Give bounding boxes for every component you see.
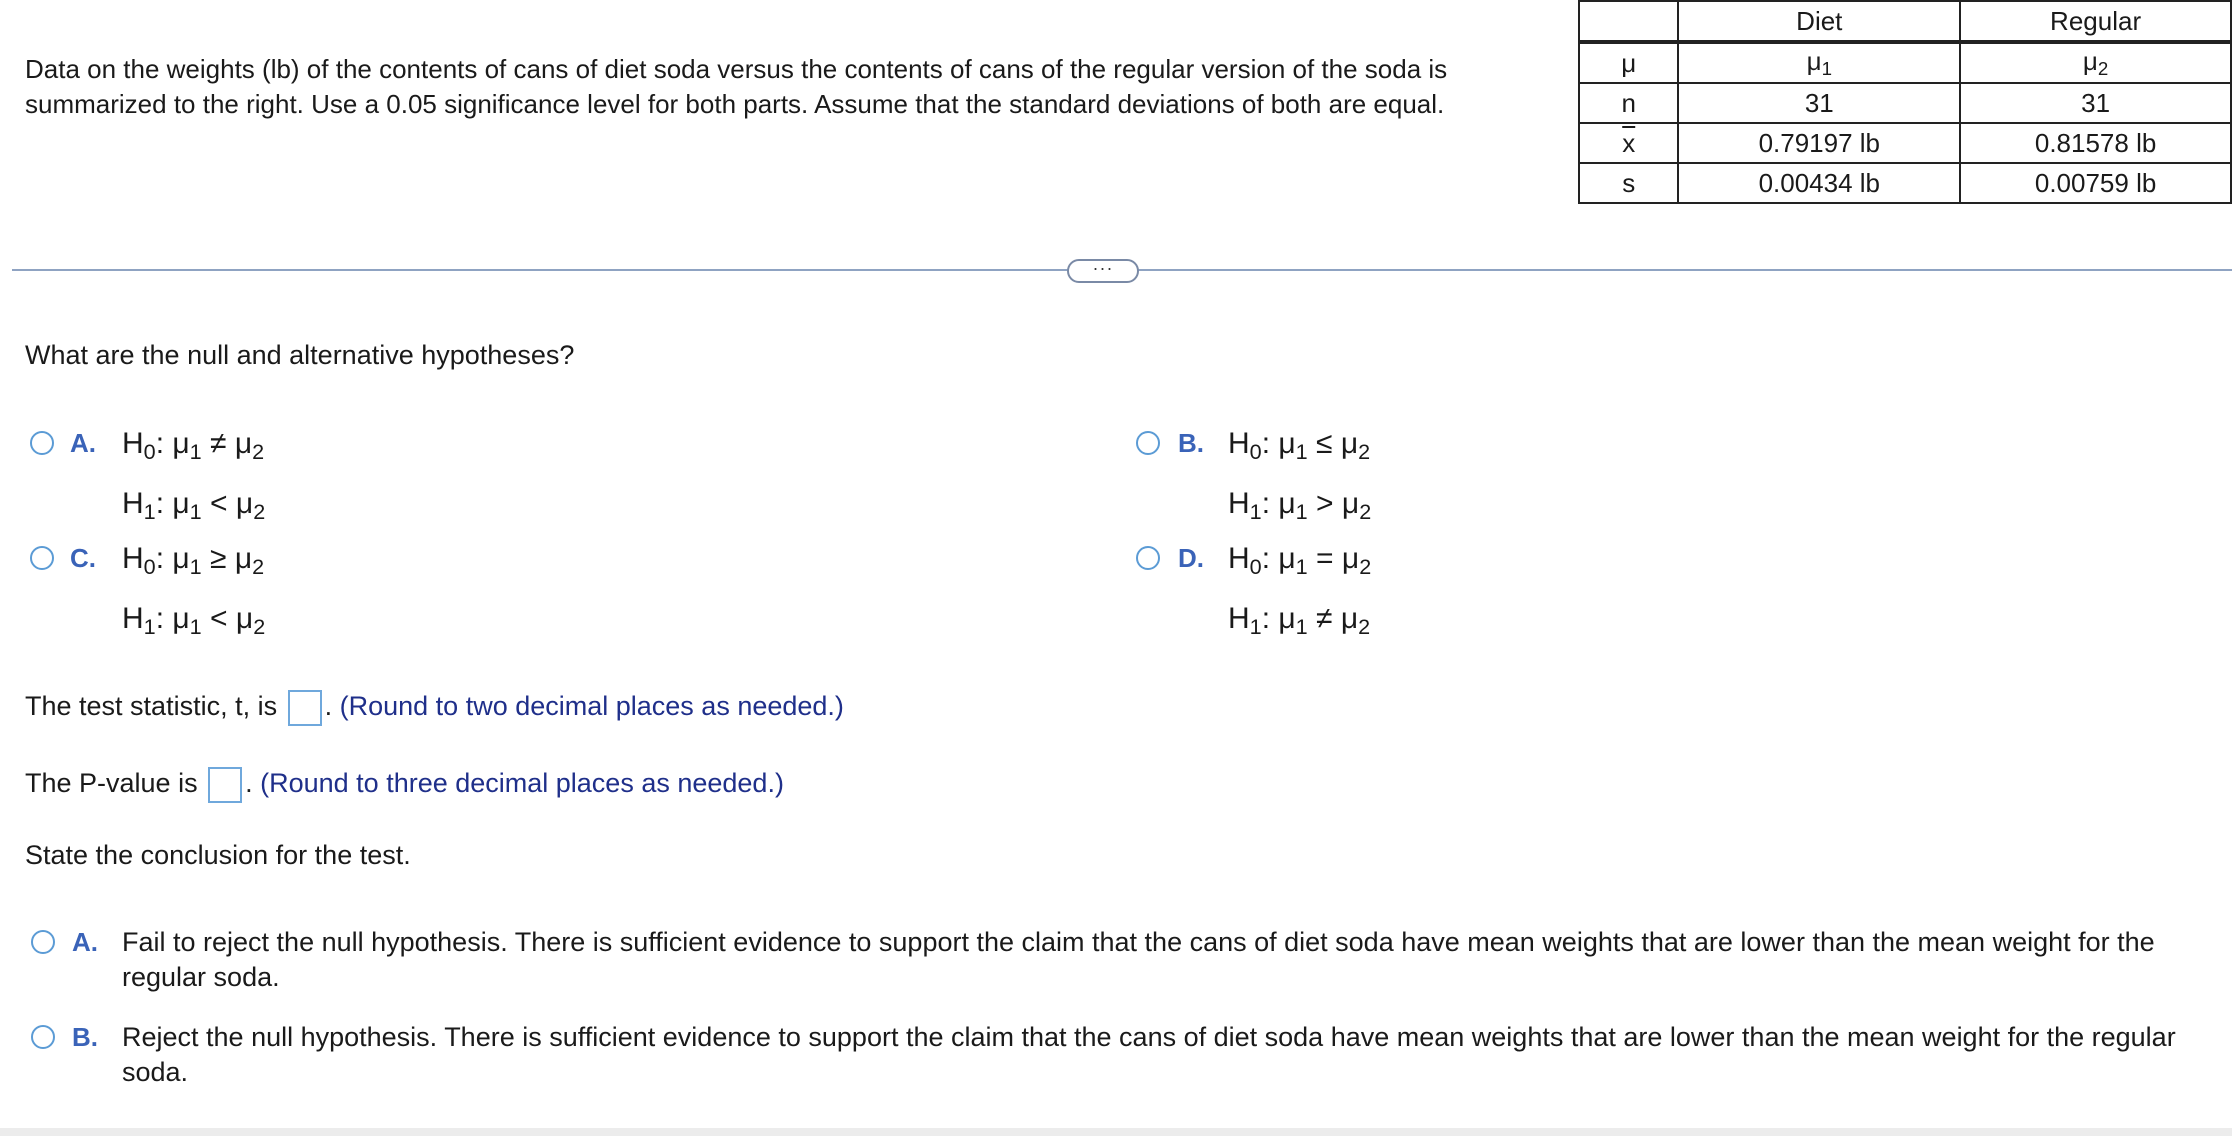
sub-0: 0 (143, 439, 156, 465)
pvalue-hint: (Round to three decimal places as needed.) (260, 768, 784, 799)
question-conclusion: State the conclusion for the test. (25, 840, 411, 870)
test-statistic-line (25, 690, 844, 726)
option-c-radio[interactable] (30, 546, 54, 570)
mu-symbol: μ (234, 542, 253, 575)
option-a-hypotheses (122, 418, 265, 538)
regular-mu: μ (2082, 45, 2098, 76)
colon: : (155, 602, 165, 636)
regular-mu-sub: 2 (2097, 58, 2109, 80)
table-row-mu (1579, 42, 2231, 83)
diet-mu-sub: 1 (1821, 58, 1832, 80)
sub-0: 0 (1249, 439, 1262, 465)
option-d-h0 (1228, 533, 1371, 593)
sub-2: 2 (1359, 499, 1372, 525)
table-header-row (1579, 1, 2231, 42)
mu-symbol: μ (1341, 487, 1360, 521)
mu-symbol: μ (234, 427, 253, 460)
pvalue-period: . (245, 768, 253, 799)
option-c-h0 (122, 533, 265, 593)
mu-symbol: μ (1278, 487, 1296, 521)
table-row-xbar (1579, 123, 2231, 163)
regular-n: 31 (1960, 83, 2231, 123)
option-b-letter: B. (1178, 428, 1204, 458)
relation-symbol: ≠ (1316, 602, 1333, 636)
row-label-n: n (1579, 83, 1678, 123)
sub-0: 0 (143, 554, 156, 580)
option-d-radio[interactable] (1136, 546, 1160, 570)
conclusion-a-text: Fail to reject the null hypothesis. There is sufficient evidence to support the claim that the cans of diet soda have mean weights that are lower than the mean weight for the regular soda. (122, 927, 2155, 992)
sub-1: 1 (143, 614, 156, 640)
row-label-mu: μ (1579, 42, 1678, 83)
conclusion-b-letter: B. (72, 1022, 98, 1052)
diet-mu-cell (1678, 42, 1960, 83)
sub-1: 1 (189, 439, 202, 465)
option-a-h0 (122, 418, 265, 478)
sub-1: 1 (1249, 614, 1262, 640)
diet-s: 0.00434 lb (1678, 163, 1960, 203)
option-a-letter: A. (70, 428, 96, 458)
sub-1: 1 (143, 499, 156, 525)
option-d-h1 (1228, 593, 1371, 653)
more-button[interactable]: ··· (1067, 259, 1139, 283)
option-b-hypotheses (1228, 418, 1371, 538)
mu-symbol: μ (1341, 542, 1360, 575)
mu-symbol: μ (1340, 427, 1359, 460)
colon: : (1261, 542, 1271, 575)
regular-mu-cell (1960, 42, 2231, 83)
colon: : (155, 427, 165, 460)
option-b-radio[interactable] (1136, 431, 1160, 455)
option-d-letter: D. (1178, 543, 1204, 573)
sub-1: 1 (189, 554, 202, 580)
sub-2: 2 (1358, 439, 1371, 465)
relation-symbol: > (1316, 487, 1334, 521)
option-b-h1 (1228, 478, 1371, 538)
test-statistic-label: The test statistic, t, is (25, 691, 278, 722)
h-symbol: H (122, 427, 144, 460)
sub-2: 2 (252, 439, 265, 465)
h-symbol: H (1228, 487, 1250, 521)
colon: : (1261, 602, 1271, 636)
summary-table (1578, 0, 2232, 204)
table-header-empty (1579, 1, 1678, 42)
diet-mu: μ (1806, 45, 1822, 76)
h-symbol: H (1228, 427, 1250, 460)
conclusion-a-letter: A. (72, 927, 98, 957)
diet-n: 31 (1678, 83, 1960, 123)
diet-xbar: 0.79197 lb (1678, 123, 1960, 163)
test-statistic-input[interactable] (288, 690, 322, 726)
mu-symbol: μ (1340, 602, 1359, 636)
relation-symbol: ≥ (210, 542, 227, 575)
relation-symbol: ≤ (1316, 427, 1333, 460)
relation-symbol: < (210, 487, 228, 521)
h-symbol: H (1228, 542, 1250, 575)
mu-symbol: μ (235, 602, 254, 636)
sub-2: 2 (1358, 614, 1371, 640)
sub-2: 2 (1359, 554, 1372, 580)
mu-symbol: μ (1278, 427, 1296, 460)
option-a-h1 (122, 478, 265, 538)
h-symbol: H (1228, 602, 1250, 636)
row-label-s: s (1579, 163, 1678, 203)
mu-symbol: μ (172, 602, 190, 636)
sub-2: 2 (253, 499, 266, 525)
h-symbol: H (122, 602, 144, 636)
mu-symbol: μ (1278, 542, 1296, 575)
problem-intro: Data on the weights (lb) of the contents of cans of diet soda versus the contents of cans of the regular version of the soda is summarized to the right. Use a 0.05 significance level for both parts. Assume that the standard deviations of both are equal. (25, 54, 1448, 119)
option-a-radio[interactable] (30, 431, 54, 455)
question-hypotheses: What are the null and alternative hypotheses? (25, 340, 575, 370)
regular-xbar: 0.81578 lb (1960, 123, 2231, 163)
sub-0: 0 (1249, 554, 1262, 580)
test-statistic-period: . (324, 691, 333, 722)
h-symbol: H (122, 487, 144, 521)
bottom-bar (0, 1128, 2232, 1136)
sub-1: 1 (1295, 439, 1308, 465)
table-row-s (1579, 163, 2231, 203)
mu-symbol: μ (172, 542, 190, 575)
relation-symbol: ≠ (210, 427, 227, 460)
conclusion-a-radio[interactable] (31, 930, 55, 954)
colon: : (1261, 427, 1271, 460)
sub-1: 1 (1295, 614, 1308, 640)
pvalue-label: The P-value is (25, 768, 198, 799)
option-d-hypotheses (1228, 533, 1371, 653)
table-row-n (1579, 83, 2231, 123)
test-statistic-hint: (Round to two decimal places as needed.) (339, 691, 844, 722)
mu-symbol: μ (172, 487, 190, 521)
option-c-h1 (122, 593, 265, 653)
sub-1: 1 (1295, 554, 1308, 580)
sub-2: 2 (252, 554, 265, 580)
sub-2: 2 (253, 614, 266, 640)
colon: : (155, 542, 165, 575)
colon: : (1261, 487, 1271, 521)
sub-1: 1 (189, 614, 202, 640)
pvalue-input[interactable] (208, 767, 242, 803)
mu-symbol: μ (1278, 602, 1296, 636)
table-header-regular: Regular (1960, 1, 2231, 42)
xbar-symbol: $\overline{x}$ (1622, 127, 1636, 158)
row-label-xbar (1579, 123, 1678, 163)
pvalue-line (25, 767, 784, 803)
option-c-letter: C. (70, 543, 96, 573)
sub-1: 1 (1295, 499, 1308, 525)
h-symbol: H (122, 542, 144, 575)
regular-s: 0.00759 lb (1960, 163, 2231, 203)
option-b-h0 (1228, 418, 1371, 478)
mu-symbol: μ (172, 427, 190, 460)
conclusion-b-radio[interactable] (31, 1025, 55, 1049)
colon: : (155, 487, 165, 521)
sub-1: 1 (1249, 499, 1262, 525)
sub-1: 1 (189, 499, 202, 525)
mu-symbol: μ (235, 487, 254, 521)
relation-symbol: < (210, 602, 228, 636)
table-header-diet: Diet (1678, 1, 1960, 42)
relation-symbol: = (1316, 542, 1334, 575)
conclusion-b-text: Reject the null hypothesis. There is sufficient evidence to support the claim that the cans of diet soda have mean weights that are lower than the mean weight for the regular soda. (122, 1022, 2176, 1087)
option-c-hypotheses (122, 533, 265, 653)
